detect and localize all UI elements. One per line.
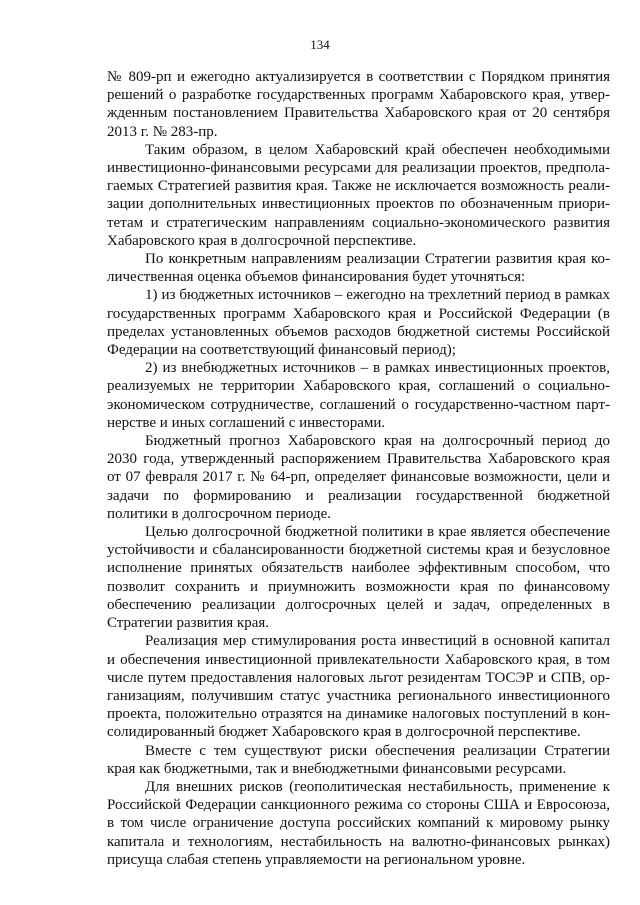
paragraph: № 809-рп и ежегодно актуализируется в соответствии с Порядком принятия решений о разработке государственных программ Хабаровского края, утвержденным постановлением Правительства Хабаровского края от 20 сентября 2013 г. № 283-пр. xyxy=(107,69,610,140)
paragraph: Целью долгосрочной бюджетной политики в крае является обеспечение устойчивости и сбалансированности бюджетной системы края и безусловное исполнение принятых обязательств наиболее эффективным способом, что позволит сохранить и приумножить возможности края по финансовому обеспечению реализации долгосрочных целей и задач, определенных в Стратегии развития края. xyxy=(107,524,610,632)
paragraph: По конкретным направлениям реализации Стратегии развития края количественная оценка объемов финансирования будет уточняться: xyxy=(107,251,610,286)
page-number: 134 xyxy=(310,37,330,52)
list-item-paragraph: 2) из внебюджетных источников – в рамках инвестиционных проектов, реализуемых не территории Хабаровского края, соглашений о социально-экономическом сотрудничестве, соглашений о государственно-частном партнерстве и иных соглашений с инвесторами. xyxy=(107,360,610,431)
paragraph: Реализация мер стимулирования роста инвестиций в основной капитал и обеспечения инвестиционной привлекательности Хабаровского края, в том числе путем предоставления налоговых льгот резидентам ТОСЭР и СПВ, организациям, получившим статус участника регионального инвестиционного проекта, положительно отразятся на динамике налоговых поступлений в консолидированный бюджет Хабаровского края в долгосрочной перспективе. xyxy=(107,633,610,741)
list-item-paragraph: 1) из бюджетных источников – ежегодно на трехлетний период в рамках государственных программ Хабаровского края и Российской Федерации (в пределах установленных объемов расходов бюджетной системы Российской Федерации на соответствующий финансовый период); xyxy=(107,287,610,359)
paragraph: Вместе с тем существуют риски обеспечения реализации Стратегии края как бюджетными, так и внебюджетными финансовыми ресурсами. xyxy=(107,742,610,777)
paragraph: Таким образом, в целом Хабаровский край обеспечен необходимыми инвестиционно-финансовыми ресурсами для реализации проектов, предполагаемых Стратегией развития края. Также не исключается возможность реализации дополнительных инвестиционных проектов по обозначенным приоритетам и стратегическим направлениям социально-экономического развития Хабаровского края в долгосрочной перспективе. xyxy=(107,141,610,249)
paragraph: Для внешних рисков (геополитическая нестабильность, применение к Российской Федерации санкционного режима со стороны США и Евросоюза, в том числе ограничение доступа российских компаний к мировому рынку капитала и технологиям, нестабильность на валютно-финансовых рынках) присуща слабая степень управляемости на региональном уровне. xyxy=(107,778,610,868)
document-body xyxy=(107,68,610,869)
paragraph: Бюджетный прогноз Хабаровского края на долгосрочный период до 2030 года, утвержденный распоряжением Правительства Хабаровского края от 07 февраля 2017 г. № 64-рп, определяет финансовые возможности, цели и задачи по формированию и реализации государственной бюджетной политики в долгосрочном периоде. xyxy=(107,433,610,522)
